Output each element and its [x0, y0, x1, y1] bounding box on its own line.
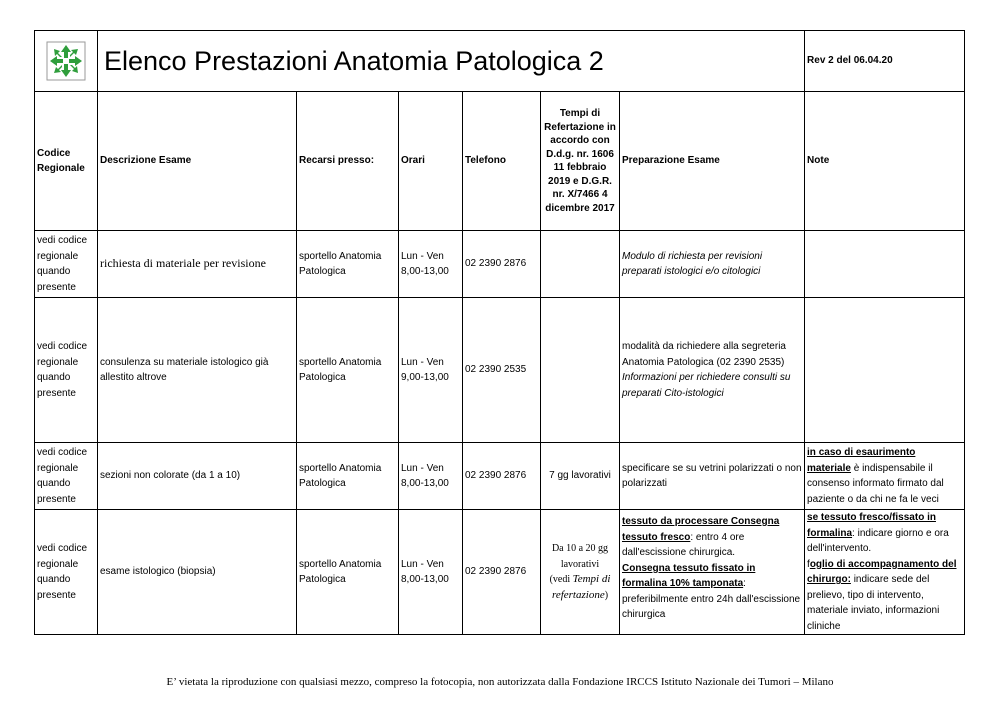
cell-telefono: 02 2390 2876: [463, 231, 541, 298]
title-row: [35, 31, 965, 92]
tempi-range: Da 10 a 20 gg lavorativi: [551, 543, 609, 570]
note-fresco-label: se tessuto fresco/fissato in formalina: [807, 512, 936, 539]
cell-tempi: [541, 298, 620, 443]
cell-codice: vedi codice regionale quando presente: [35, 231, 98, 298]
col-header-telefono: Telefono: [463, 92, 541, 231]
cell-note: [805, 510, 965, 635]
cell-codice: vedi codice regionale quando presente: [35, 443, 98, 510]
cell-orari: Lun - Ven 8,00-13,00: [399, 510, 463, 635]
cell-orari: Lun - Ven 8,00-13,00: [399, 443, 463, 510]
cell-note: [805, 298, 965, 443]
cell-preparazione: [620, 298, 805, 443]
tempi-close: ): [604, 589, 609, 601]
tempi-link[interactable]: Tempi di refertazione: [551, 573, 611, 601]
cell-orari: Lun - Ven 8,00-13,00: [399, 231, 463, 298]
cell-descrizione: consulenza su materiale istologico già allestito altrove: [98, 298, 297, 443]
prep-fissato-label: Consegna tessuto fissato in formalina 10% tamponata: [622, 562, 756, 589]
table-row: [35, 231, 965, 298]
cell-telefono: 02 2390 2876: [463, 510, 541, 635]
prep-fresco-label: tessuto da processare Consegna tessuto fresco: [622, 516, 780, 543]
cell-recarsi: sportello Anatomia Patologica: [297, 443, 399, 510]
col-header-descrizione: Descrizione Esame: [98, 92, 297, 231]
col-header-note: Note: [805, 92, 965, 231]
cell-note: [805, 443, 965, 510]
cell-descrizione: sezioni non colorate (da 1 a 10): [98, 443, 297, 510]
note-warning: in caso di esaurimento materiale: [807, 447, 916, 474]
cell-orari: Lun - Ven 9,00-13,00: [399, 298, 463, 443]
col-header-tempi: Tempi di Refertazione in accordo con D.d.g. nr. 1606 11 febbraio 2019 e D.G.R. nr. X/7466 4 dicembre 2017: [541, 92, 620, 231]
services-table: [34, 30, 965, 635]
cell-recarsi: sportello Anatomia Patologica: [297, 298, 399, 443]
note-foglio-text: indicare sede del prelievo, tipo di intervento, materiale inviato, informazioni cliniche: [807, 574, 940, 632]
table-row: [35, 443, 965, 510]
arrows-compass-icon: [46, 41, 86, 81]
cell-descrizione: richiesta di materiale per revisione: [98, 231, 297, 298]
cell-recarsi: sportello Anatomia Patologica: [297, 231, 399, 298]
cell-tempi: [541, 231, 620, 298]
cell-codice: vedi codice regionale quando presente: [35, 510, 98, 635]
cell-preparazione: [620, 510, 805, 635]
cell-recarsi: sportello Anatomia Patologica: [297, 510, 399, 635]
col-header-recarsi: Recarsi presso:: [297, 92, 399, 231]
note-foglio-label: oglio di accompagnamento del chirurgo:: [807, 558, 957, 585]
cell-tempi: 7 gg lavorativi: [541, 443, 620, 510]
col-header-orari: Orari: [399, 92, 463, 231]
prep-fissato-text: : preferibilmente entro 24h dall'escissione chirurgica: [622, 578, 801, 620]
col-header-preparazione: Preparazione Esame: [620, 92, 805, 231]
cell-preparazione: specificare se su vetrini polarizzati o non polarizzati: [620, 443, 805, 510]
header-row: [35, 92, 965, 231]
note-text: è indispensabile il consenso informato firmato dal paziente o da chi ne fa le veci: [807, 462, 944, 505]
prep-fresco-text: : entro 4 ore dall'escissione chirurgica.: [622, 531, 745, 558]
col-header-codice: Codice Regionale: [35, 92, 98, 231]
note-fresco-text: : indicare giorno e ora dell'intervento.: [807, 527, 949, 554]
note-foglio-prefix: f: [807, 558, 810, 570]
tempi-see: (vedi: [549, 574, 573, 585]
footer-disclaimer: E’ vietata la riproduzione con qualsiasi mezzo, compreso la fotocopia, non autorizzata dalla Fondazione IRCCS Istituto Nazionale dei Tumori – Milano: [166, 676, 834, 688]
revision-label: Rev 2 del 06.04.20: [805, 31, 965, 92]
preparazione-modalita: modalità da richiedere alla segreteria Anatomia Patologica (02 2390 2535): [622, 341, 786, 368]
preparazione-info-link[interactable]: Informazioni per richiedere consulti su preparati Cito-istologici: [622, 372, 791, 399]
cell-telefono: 02 2390 2876: [463, 443, 541, 510]
cell-tempi: [541, 510, 620, 635]
table-row: [35, 510, 965, 635]
table-row: [35, 298, 965, 443]
cell-telefono: 02 2390 2535: [463, 298, 541, 443]
page-title: Elenco Prestazioni Anatomia Patologica 2: [98, 31, 805, 92]
cell-preparazione: Modulo di richiesta per revisioni preparati istologici e/o citologici: [620, 231, 805, 298]
cell-note: [805, 231, 965, 298]
logo-cell: [35, 31, 98, 92]
cell-codice: vedi codice regionale quando presente: [35, 298, 98, 443]
cell-descrizione: esame istologico (biopsia): [98, 510, 297, 635]
